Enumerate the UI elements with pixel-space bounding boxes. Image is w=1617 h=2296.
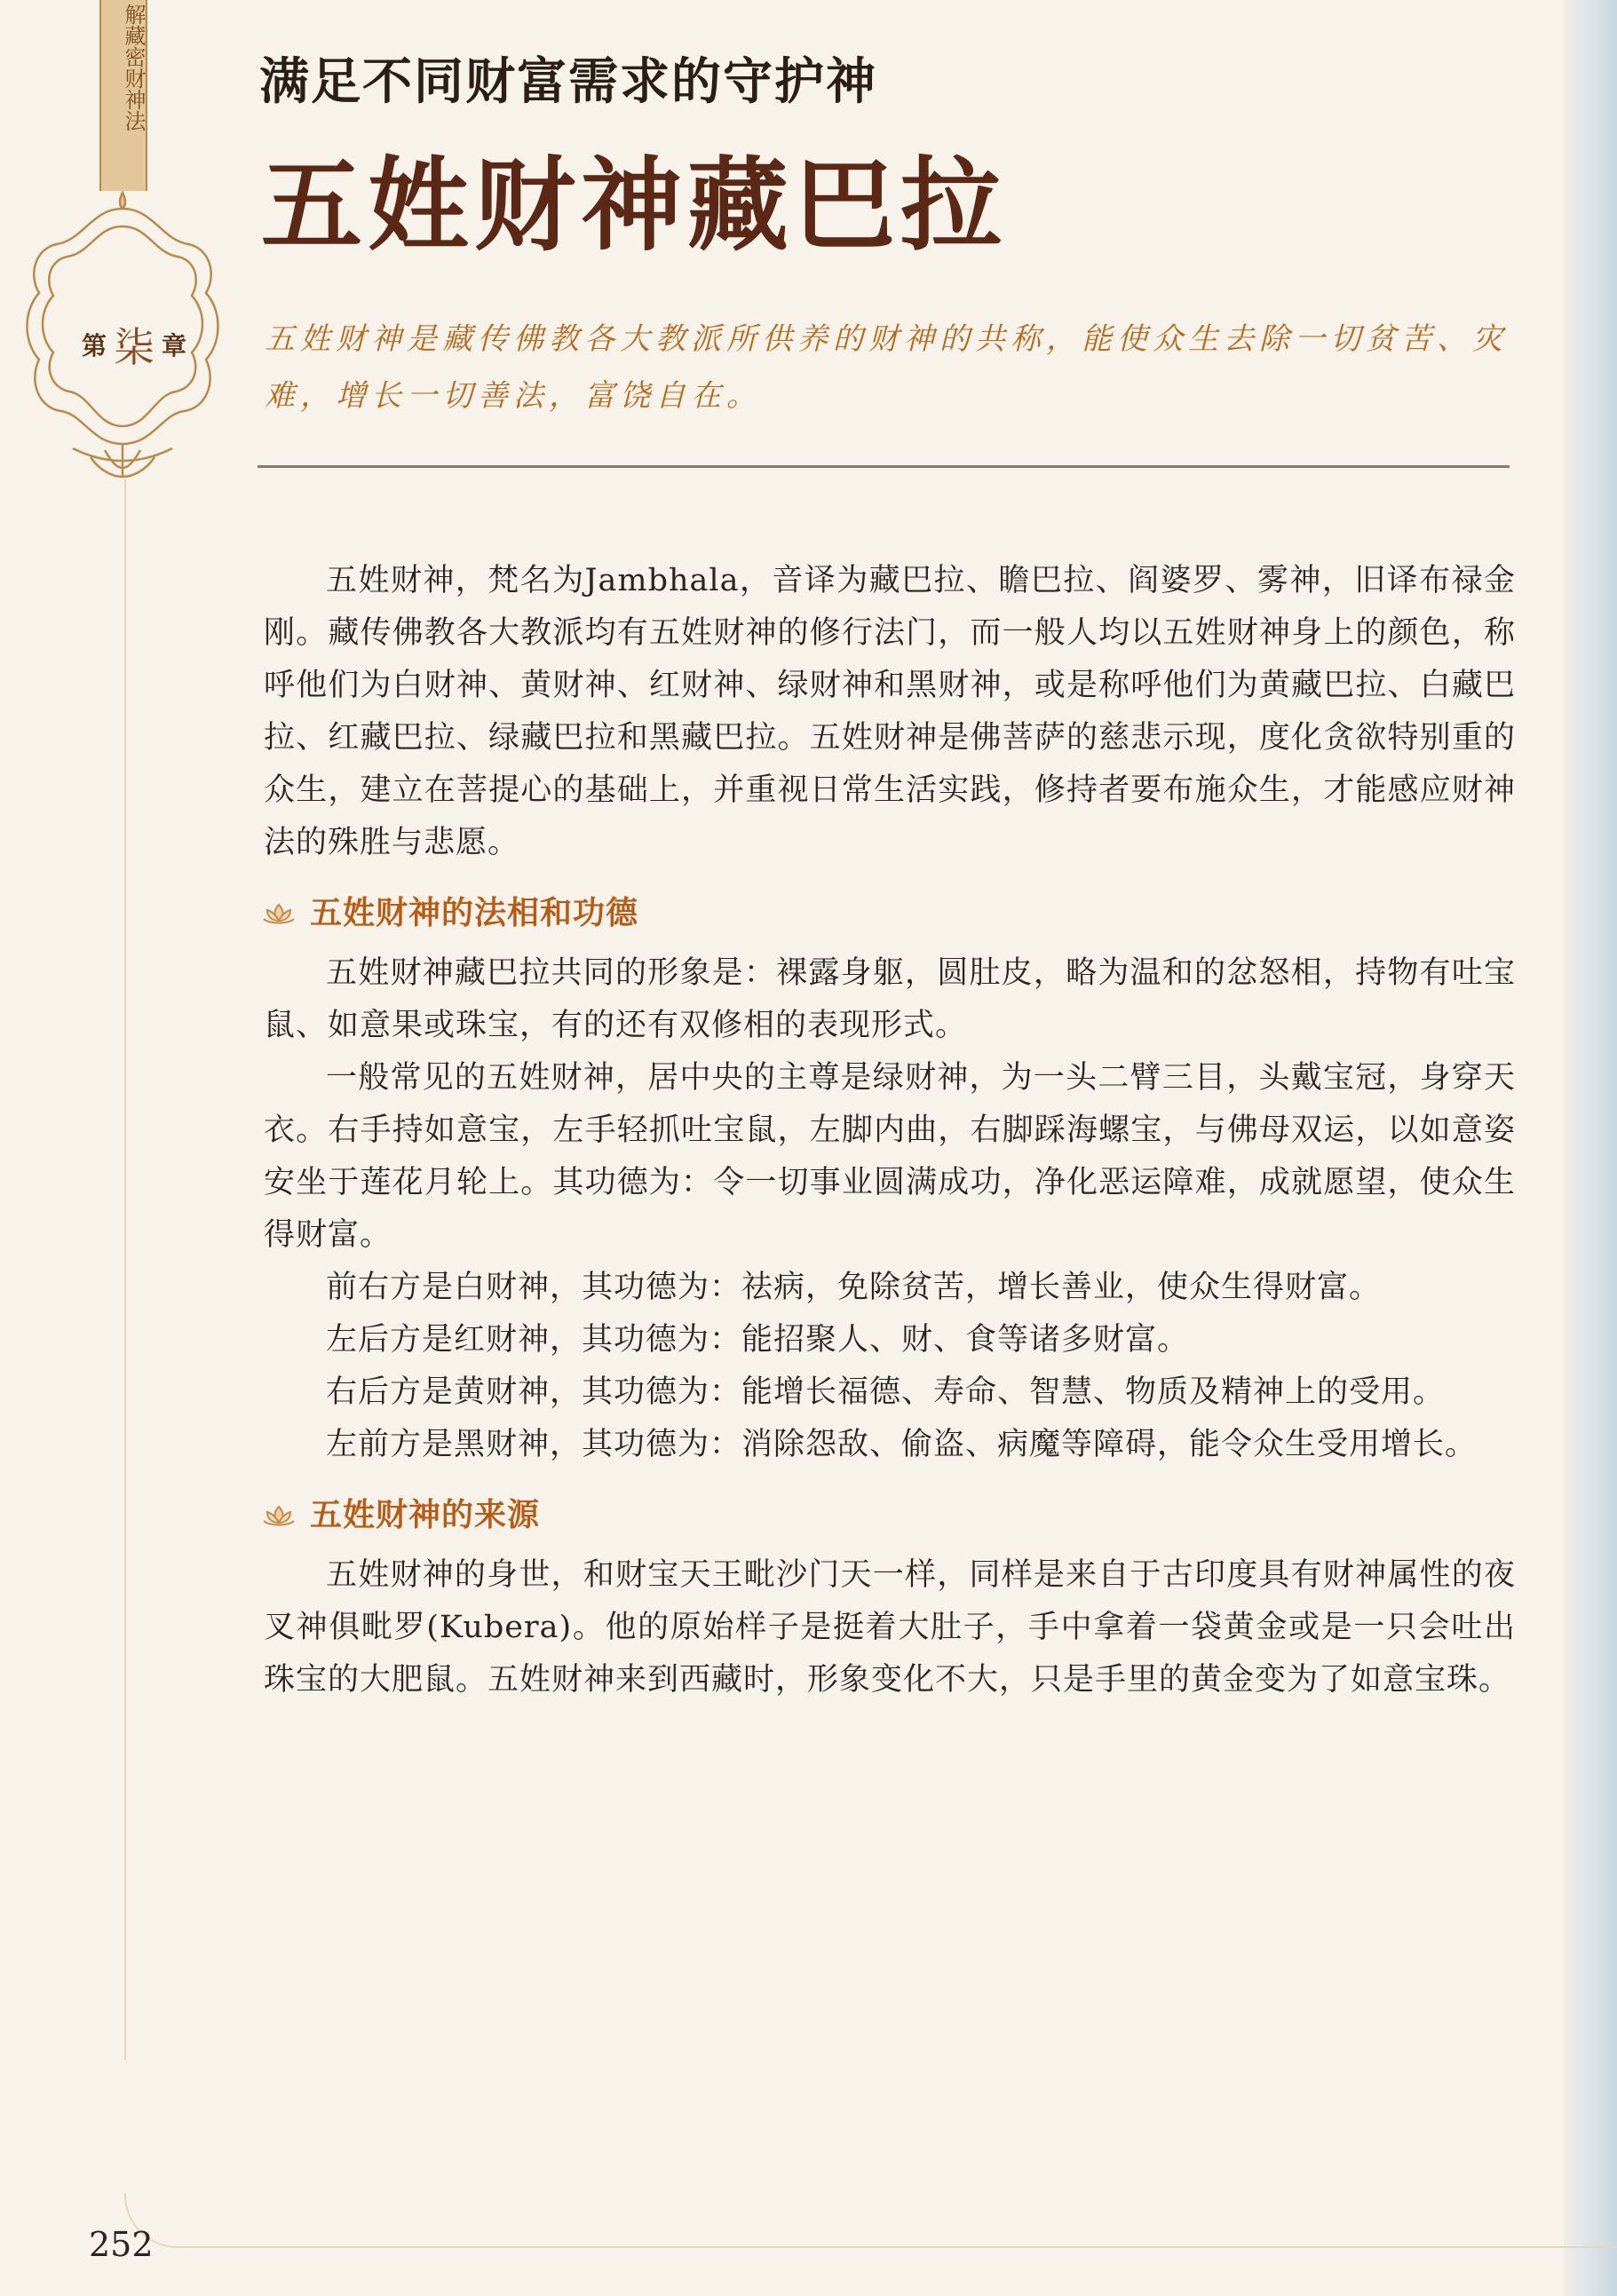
section-heading-2 bbox=[260, 1491, 1516, 1540]
paragraph: 前右方是白财神，其功德为：祛病，免除贫苦，增长善业，使众生得财富。 bbox=[326, 1270, 1382, 1305]
paragraph: 左前方是黑财神，其功德为：消除怨敌、偷盗、病魔等障碍，能令众生受用增长。 bbox=[326, 1427, 1478, 1462]
side-tab-text: 解藏密财神法 bbox=[121, 4, 146, 131]
chapter-suffix: 章 bbox=[162, 331, 187, 360]
section-heading-text: 五姓财神的法相和功德 bbox=[310, 895, 639, 931]
side-tab bbox=[99, 0, 147, 191]
chapter-prefix: 第 bbox=[82, 331, 107, 360]
body-text bbox=[264, 555, 1516, 1706]
left-margin-rule bbox=[124, 479, 126, 2060]
lotus-icon bbox=[260, 1503, 297, 1528]
page-title: 五姓财神藏巴拉 bbox=[261, 146, 1008, 265]
page-edge-gutter bbox=[1564, 0, 1617, 2296]
page-number: 252 bbox=[89, 2225, 154, 2264]
chapter-number: 柒 bbox=[114, 323, 155, 371]
paragraph: 左后方是红财神，其功德为：能招聚人、财、食等诸多财富。 bbox=[326, 1322, 1190, 1358]
divider bbox=[258, 465, 1510, 468]
paragraph: 五姓财神藏巴拉共同的形象是：裸露身躯，圆肚皮，略为温和的忿怒相，持物有吐宝鼠、如意果或珠宝，有的还有双修相的表现形式。 bbox=[264, 955, 1516, 1043]
lotus-icon bbox=[260, 901, 297, 926]
paragraph: 一般常见的五姓财神，居中央的主尊是绿财神，为一头二臂三目，头戴宝冠，身穿天衣。右手持如意宝，左手轻抓吐宝鼠，左脚内曲，右脚踩海螺宝，与佛母双运，以如意姿安坐于莲花月轮上。其功德为：令一切事业圆满成功，净化恶运障难，成就愿望，使众生得财富。 bbox=[264, 1060, 1516, 1253]
page-subtitle: 满足不同财富需求的守护神 bbox=[259, 53, 877, 111]
paragraph: 右后方是黄财神，其功德为：能增长福德、寿命、智慧、物质及精神上的受用。 bbox=[326, 1374, 1446, 1410]
intro-text: 五姓财神是藏传佛教各大教派所供养的财神的共称，能使众生去除一切贫苦、灾难，增长一切善法，富饶自在。 bbox=[265, 321, 1508, 414]
paragraph: 五姓财神，梵名为Jambhala，音译为藏巴拉、瞻巴拉、阎婆罗、雾神，旧译布禄金刚。藏传佛教各大教派均有五姓财神的修行法门，而一般人均以五姓财神身上的颜色，称呼他们为白财神、黄财神、红财神、绿财神和黑财神，或是称呼他们为黄藏巴拉、白藏巴拉、红藏巴拉、绿藏巴拉和黑藏巴拉。五姓财神是佛菩萨的慈悲示现，度化贪欲特别重的众生，建立在菩提心的基础上，并重视日常生活实践，修持者要布施众生，才能感应财神法的殊胜与悲愿。 bbox=[264, 563, 1516, 860]
section-heading-1 bbox=[260, 889, 1516, 938]
section-heading-text: 五姓财神的来源 bbox=[310, 1497, 541, 1533]
chapter-label bbox=[82, 315, 197, 374]
paragraph: 五姓财神的身世，和财宝天王毗沙门天一样，同样是来自于古印度具有财神属性的夜叉神俱毗罗(Kubera)。他的原始样子是挺着大肚子，手中拿着一袋黄金或是一只会吐出珠宝的大肥鼠。五姓财神来到西藏时，形象变化不大，只是手里的黄金变为了如意宝珠。 bbox=[264, 1557, 1516, 1698]
bottom-border-curve bbox=[124, 2193, 1617, 2248]
